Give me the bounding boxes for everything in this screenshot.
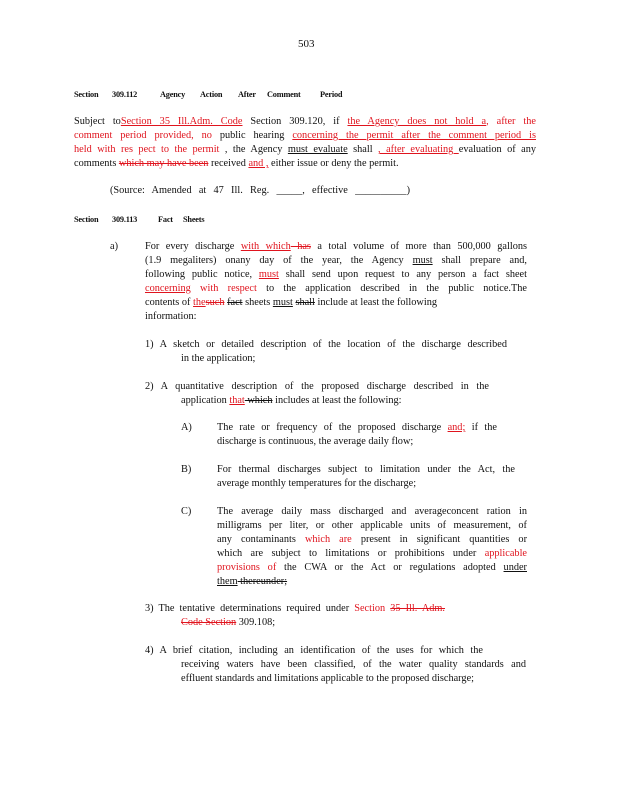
subitem-line (217, 463, 515, 476)
item-a-line (145, 296, 437, 309)
text-run: them (217, 576, 238, 587)
heading-word: Fact (158, 215, 173, 224)
numbered-item-line (181, 352, 255, 365)
subitem-label: B) (181, 464, 192, 475)
heading-word: After (238, 90, 256, 99)
text-run: evaluation of any (458, 144, 537, 155)
text-run: with which (240, 241, 291, 252)
item-a-line (145, 254, 527, 267)
paragraph-line (74, 115, 536, 128)
text-run: For every discharge (145, 241, 241, 252)
text-run: Section 35 Ill.Adm. Code (120, 116, 243, 127)
numbered-item-line (181, 672, 474, 685)
text-run: The average daily mass discharged and averageconcent ration in (217, 506, 527, 517)
text-run: receiving waters have been classified, of the water quality standards and (181, 659, 526, 670)
text-run: comment period provided, no (74, 130, 212, 141)
item-a-line (145, 268, 527, 281)
text-run: , effective (302, 185, 356, 196)
text-run: ) (406, 185, 410, 196)
text-run: average monthly temperatures for the discharge; (217, 478, 417, 489)
text-run: Code Section (181, 617, 237, 628)
text-run: any contaminants (217, 534, 305, 545)
text-run: under (503, 562, 527, 573)
text-run: such (205, 297, 225, 308)
text-run: contents of (145, 297, 194, 308)
text-run: information: (145, 311, 197, 322)
text-run: The rate or frequency of the proposed discharge (217, 422, 448, 433)
text-run: received (208, 158, 249, 169)
text-run: applicable (484, 548, 527, 559)
text-run: the Agency does not hold a (347, 116, 487, 127)
text-run: the CWA or the Act or regulations adopted (276, 562, 504, 573)
subitem-line (217, 533, 527, 546)
text-run: discharge is continuous, the average daily flow; (217, 436, 414, 447)
text-run: which are (304, 534, 352, 545)
subitem-label: C) (181, 506, 192, 517)
text-run: must (272, 297, 293, 308)
subitem-line (217, 575, 287, 588)
text-run: 3) The tentative determinations required under (145, 603, 355, 614)
subitem-line (217, 421, 497, 434)
text-run: public hearing (211, 130, 293, 141)
text-run: includes at least the following: (272, 395, 402, 406)
heading-word: Action (200, 90, 223, 99)
numbered-item-line (181, 394, 402, 407)
subitem-line (217, 477, 416, 490)
text-run: fact (227, 297, 243, 308)
item-a-line (145, 240, 527, 253)
text-run: Subject to (74, 116, 121, 127)
text-run: Section 309.120, if (242, 116, 348, 127)
heading-word: Sheets (183, 215, 205, 224)
text-run: and , (248, 158, 269, 169)
subitem-line (217, 561, 527, 574)
text-run: , the Agency (219, 144, 288, 155)
text-run: following public notice, (145, 269, 259, 280)
paragraph-line (74, 157, 399, 170)
source-line (110, 184, 410, 197)
text-run: which may have been (118, 158, 209, 169)
text-run: , after evaluating (378, 144, 459, 155)
text-run: either issue or deny the permit. (268, 158, 399, 169)
text-run (191, 283, 200, 294)
text-run: include at least the following (314, 297, 438, 308)
text-run: has (290, 241, 311, 252)
text-run: which (244, 395, 273, 406)
item-a-label: a) (110, 241, 118, 252)
text-run: must evaluate (287, 144, 348, 155)
text-run: present in significant quantities or (351, 534, 527, 545)
text-run: the (193, 297, 206, 308)
text-run: in the application; (181, 353, 256, 364)
numbered-item-line (145, 644, 483, 657)
paragraph-line (74, 129, 536, 142)
text-run: if the (465, 422, 497, 433)
item-a-line (145, 310, 196, 323)
text-run: For thermal discharges subject to limitation under the Act, the (217, 464, 515, 475)
subitem-line (217, 435, 413, 448)
text-run: comments (74, 158, 119, 169)
numbered-item-line (145, 602, 445, 615)
text-run: 1) A sketch or detailed description of the location of the discharge described (145, 339, 507, 350)
numbered-item-line (145, 338, 507, 351)
text-run: must (412, 255, 433, 266)
text-run: 35 Ill. Adm. (390, 603, 445, 614)
subitem-line (217, 547, 527, 560)
text-run: a total volume of more than 500,000 gallons (310, 241, 527, 252)
subitem-label: A) (181, 422, 192, 433)
text-run: __________ (355, 185, 407, 196)
text-run: sheets (242, 297, 273, 308)
text-run: shall (295, 297, 315, 308)
text-run: effluent standards and limitations applicable to the proposed discharge; (181, 673, 475, 684)
heading-word: Section (74, 215, 99, 224)
text-run: shall prepare and, (432, 255, 528, 266)
text-run: (Source: Amended at 47 Ill. Reg. (110, 185, 277, 196)
heading-word: Period (320, 90, 343, 99)
text-run: concerning (145, 283, 191, 294)
text-run: thereunder; (237, 576, 288, 587)
text-run: _____ (276, 185, 303, 196)
item-a-line (145, 282, 527, 295)
numbered-item-line (181, 616, 275, 629)
text-run: 309.108; (236, 617, 276, 628)
text-run: to the application described in the public notice.The (256, 283, 528, 294)
text-run: shall (347, 144, 379, 155)
text-run: that (229, 395, 245, 406)
heading-word: 309.113 (112, 215, 138, 224)
text-run: provisions of (217, 562, 277, 573)
text-run: application (181, 395, 230, 406)
text-run: and; (447, 422, 466, 433)
subitem-line (217, 519, 527, 532)
page-number: 503 (298, 38, 315, 50)
heading-word: Comment (267, 90, 301, 99)
text-run: with respect (200, 283, 257, 294)
numbered-item-line (181, 658, 526, 671)
text-run: held with res pect to the permit (74, 144, 220, 155)
text-run: 4) A brief citation, including an identification of the uses for which the (145, 645, 483, 656)
text-run: which are subject to limitations or prohibitions under (217, 548, 485, 559)
text-run: (1.9 megaliters) onany day of the year, the Agency (145, 255, 413, 266)
heading-word: Section (74, 90, 99, 99)
numbered-item-line (145, 380, 489, 393)
paragraph-line (74, 143, 536, 156)
text-run: shall send upon request to any person a fact sheet (278, 269, 527, 280)
heading-word: Agency (160, 90, 186, 99)
text-run: , after the (486, 116, 536, 127)
text-run: milligrams per liter, or other applicable units of measurement, of (217, 520, 527, 531)
text-run: concerning the permit after the comment period is (292, 130, 536, 141)
text-run: 2) A quantitative description of the proposed discharge described in the (145, 381, 489, 392)
heading-word: 309.112 (112, 90, 138, 99)
text-run: must (258, 269, 279, 280)
text-run: Section (354, 603, 386, 614)
subitem-line (217, 505, 527, 518)
